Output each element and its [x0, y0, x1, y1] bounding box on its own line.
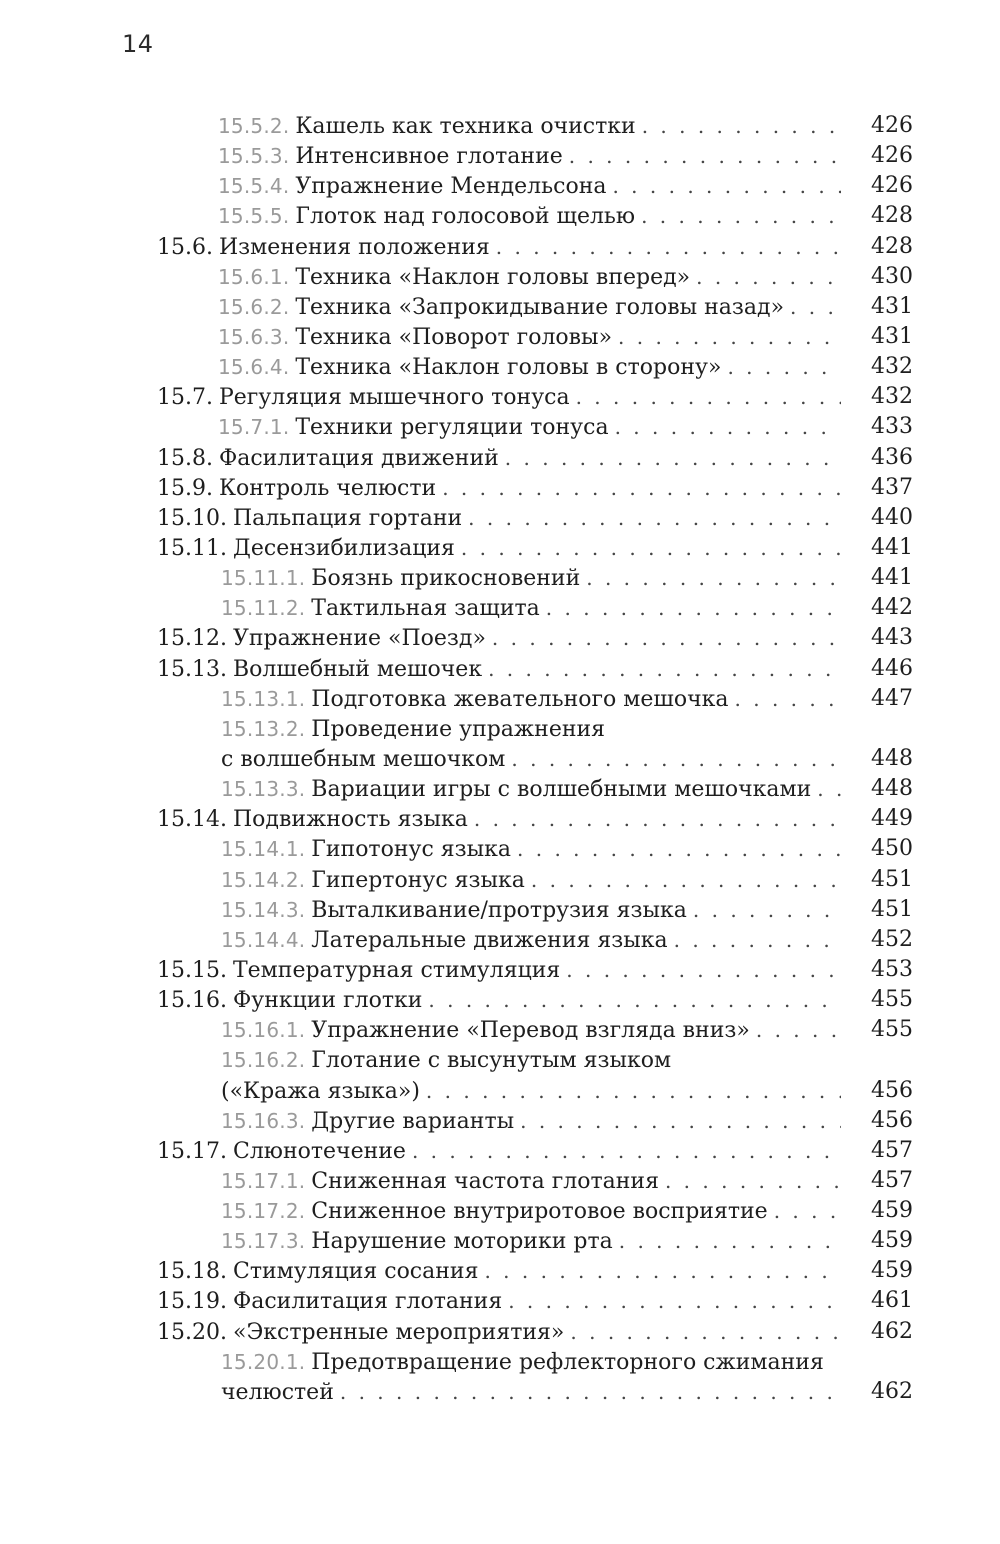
toc-entry	[0, 1136, 1000, 1166]
toc-entry-number: 15.20.1.	[221, 1349, 306, 1374]
toc-entry-content	[221, 684, 855, 715]
dot-leader	[642, 111, 841, 141]
toc-entry-content	[157, 503, 855, 534]
toc-entry	[0, 1317, 1000, 1347]
toc-entry-number: 15.6.1.	[218, 264, 290, 289]
toc-entry-title: Упражнение Мендельсона	[295, 174, 607, 200]
toc-entry-content	[218, 111, 855, 142]
toc-entry-title: Слюнотечение	[232, 1138, 406, 1164]
toc-entry	[0, 1196, 1000, 1226]
toc-entry-number: 15.20.	[157, 1319, 227, 1345]
toc-entry	[0, 171, 1000, 201]
toc-entry-page: 436	[871, 444, 913, 470]
toc-entry-number: 15.6.	[157, 234, 213, 260]
toc-entry-content	[218, 352, 855, 383]
toc-entry-number: 15.14.2.	[221, 867, 306, 892]
toc-entry-content	[221, 834, 855, 865]
toc-entry-title: Сниженная частота глотания	[311, 1168, 659, 1194]
dot-leader	[735, 684, 841, 714]
toc-entry-content	[221, 925, 855, 956]
dot-leader	[517, 834, 841, 864]
toc-entry-title-continuation: с волшебным мешочком	[221, 746, 506, 772]
dot-leader	[496, 232, 841, 262]
toc-entry-page: 452	[871, 926, 913, 952]
dot-leader	[442, 473, 841, 503]
toc-entry-content	[157, 985, 855, 1016]
toc-entry-title: Кашель как техника очистки	[295, 114, 636, 139]
toc-entry-content	[157, 473, 855, 504]
toc-entry-continuation-line	[0, 1076, 1000, 1106]
toc-entry-number: 15.19.	[157, 1289, 227, 1315]
toc-entry-page: 448	[871, 776, 913, 802]
toc-entry	[0, 865, 1000, 895]
dot-leader	[492, 623, 841, 653]
toc-entry-number: 15.6.4.	[218, 355, 290, 380]
toc-entry-number: 15.11.2.	[221, 596, 306, 621]
toc-entry	[0, 895, 1000, 925]
toc-entry-page: 456	[871, 1077, 913, 1103]
toc-entry-title: Техника «Поворот головы»	[295, 324, 613, 350]
toc-entry-page: 449	[871, 806, 913, 832]
toc-entry-title: Другие варианты	[311, 1108, 515, 1134]
toc-entry-page: 441	[871, 565, 913, 591]
toc-entry-number: 15.10.	[157, 505, 227, 531]
toc-entry-number: 15.12.	[157, 626, 227, 652]
toc-entry-page: 447	[871, 685, 913, 711]
dot-leader	[474, 804, 841, 834]
toc-entry-number: 15.16.3.	[221, 1108, 306, 1133]
toc-entry-number: 15.5.2.	[218, 114, 290, 138]
toc-entry-number: 15.14.4.	[221, 927, 306, 952]
toc-entry-number: 15.17.2.	[221, 1199, 306, 1224]
toc-entry-number: 15.16.2.	[221, 1048, 306, 1073]
toc-entry-title: Температурная стимуляция	[232, 957, 561, 983]
toc-entry-page: 455	[871, 987, 913, 1013]
dot-leader	[576, 382, 841, 412]
dot-leader	[790, 292, 841, 322]
toc-entry	[0, 1226, 1000, 1256]
dot-leader	[570, 1317, 841, 1347]
toc-entry	[0, 262, 1000, 292]
toc-entry-number: 15.9.	[157, 475, 213, 501]
dot-leader	[520, 1106, 841, 1136]
toc-entry-content	[221, 563, 855, 594]
toc-entry	[0, 533, 1000, 563]
toc-entry-page: 453	[871, 956, 913, 982]
toc-entry	[0, 623, 1000, 653]
toc-entry-title: Гипертонус языка	[311, 867, 525, 893]
toc-entry-content	[157, 382, 855, 413]
toc-entry-page: 426	[871, 173, 913, 199]
toc-entry-title: Фасилитация движений	[218, 445, 499, 471]
toc-entry-title: Сниженное внутриротовое восприятие	[311, 1199, 768, 1225]
toc-entry-continuation-line	[0, 1377, 1000, 1407]
toc-entry-page: 426	[871, 113, 913, 138]
toc-entry-page: 461	[871, 1288, 913, 1314]
dot-leader	[696, 262, 841, 292]
toc-entry	[0, 563, 1000, 593]
toc-entry-number: 15.14.	[157, 807, 227, 833]
toc-entry	[0, 292, 1000, 322]
toc-entry-title: Латеральные движения языка	[311, 927, 668, 953]
dot-leader	[468, 503, 841, 533]
toc-entry-page: 451	[871, 896, 913, 922]
toc-entry-title: Упражнение «Поезд»	[232, 626, 486, 652]
toc-entry	[0, 1347, 1000, 1377]
dot-leader	[569, 141, 841, 171]
toc-entry	[0, 201, 1000, 231]
toc-entry-title: Функции глотки	[232, 988, 423, 1014]
toc-entry-content	[221, 714, 855, 745]
toc-entry-title: Упражнение «Перевод взгляда вниз»	[311, 1018, 750, 1044]
toc-entry-page: 457	[871, 1137, 913, 1163]
toc-entry-number: 15.14.3.	[221, 897, 306, 922]
toc-entry-title: Пальпация гортани	[232, 505, 463, 531]
toc-entry	[0, 804, 1000, 834]
toc-entry-page: 448	[871, 745, 913, 771]
toc-entry-content	[221, 593, 855, 624]
toc-entry-content	[221, 1076, 855, 1107]
dot-leader	[817, 774, 841, 804]
toc-entry-page: 426	[871, 143, 913, 169]
toc-entry-number: 15.13.	[157, 656, 227, 682]
toc-entry-title: Проведение упражнения	[311, 716, 606, 742]
toc-entry-number: 15.11.1.	[221, 566, 306, 591]
dot-leader	[412, 1136, 841, 1166]
toc-entry-title: «Экстренные мероприятия»	[232, 1319, 565, 1345]
toc-entry-page: 456	[871, 1107, 913, 1133]
toc-entry-title: Техника «Наклон головы вперед»	[295, 264, 691, 290]
toc-entry	[0, 925, 1000, 955]
toc-entry-title: Предотвращение рефлекторного сжимания	[311, 1349, 824, 1375]
toc-entry-content	[157, 654, 855, 685]
toc-entry-page: 455	[871, 1017, 913, 1043]
dot-leader	[619, 1226, 841, 1256]
toc-entry	[0, 503, 1000, 533]
toc-entry-page: 441	[871, 534, 913, 560]
toc-entry-content	[221, 1015, 855, 1046]
toc-entry	[0, 1015, 1000, 1045]
toc-entry-title: Техника «Запрокидывание головы назад»	[295, 294, 785, 320]
dot-leader	[665, 1166, 841, 1196]
toc-entry	[0, 473, 1000, 503]
toc-entry-content	[218, 322, 855, 353]
toc-entry-title: Глотание с высунутым языком	[311, 1048, 672, 1074]
toc-entry-number: 15.17.1.	[221, 1168, 306, 1193]
toc-entry-title: Техника «Наклон головы в сторону»	[295, 355, 722, 381]
toc-entry-title: Вариации игры с волшебными мешочками	[311, 777, 812, 803]
toc-entry-page: 459	[871, 1228, 913, 1254]
toc-entry-title: Выталкивание/протрузия языка	[311, 897, 687, 923]
dot-leader	[531, 865, 841, 895]
toc-entry-number: 15.17.3.	[221, 1229, 306, 1254]
toc-entry-title: Десензибилизация	[232, 535, 455, 561]
toc-entry	[0, 322, 1000, 352]
toc-entry-content	[221, 865, 855, 896]
toc-entry	[0, 955, 1000, 985]
dot-leader	[505, 443, 841, 473]
toc-entry-content	[221, 1196, 855, 1227]
toc-entry-page: 442	[871, 595, 913, 621]
toc-entry	[0, 985, 1000, 1015]
toc-entry-number: 15.5.5.	[218, 204, 290, 229]
table-of-contents	[0, 111, 1000, 1407]
toc-entry-number: 15.6.3.	[218, 324, 290, 349]
toc-entry-title-continuation: («Кража языка»)	[221, 1078, 420, 1104]
toc-entry	[0, 1045, 1000, 1075]
toc-entry-number: 15.14.1.	[221, 837, 306, 862]
dot-leader	[508, 1286, 841, 1316]
toc-entry-content	[157, 1136, 855, 1167]
toc-entry	[0, 654, 1000, 684]
toc-entry-content	[221, 1226, 855, 1257]
toc-entry-title: Фасилитация глотания	[232, 1289, 503, 1315]
toc-entry-number: 15.15.	[157, 957, 227, 983]
toc-entry-title: Контроль челюсти	[218, 475, 437, 501]
toc-entry	[0, 1166, 1000, 1196]
toc-entry	[0, 684, 1000, 714]
toc-entry-title: Боязнь прикосновений	[311, 566, 581, 592]
toc-entry	[0, 382, 1000, 412]
toc-entry-content	[218, 412, 855, 443]
toc-entry-title: Тактильная защита	[311, 596, 540, 622]
toc-entry-page: 428	[871, 233, 913, 259]
toc-entry-number: 15.16.	[157, 988, 227, 1014]
toc-entry-content	[221, 1377, 855, 1408]
toc-entry-page: 443	[871, 625, 913, 651]
toc-entry-title: Стимуляция сосания	[232, 1259, 479, 1285]
dot-leader	[641, 201, 841, 231]
dot-leader	[727, 352, 841, 382]
toc-entry-title-continuation: челюстей	[221, 1379, 334, 1405]
toc-entry-page: 440	[871, 504, 913, 530]
toc-entry-content	[157, 804, 855, 835]
toc-entry-page: 459	[871, 1258, 913, 1284]
toc-entry-content	[221, 1045, 855, 1076]
toc-entry-number: 15.6.2.	[218, 294, 290, 319]
toc-entry-page: 459	[871, 1198, 913, 1224]
toc-entry-content	[218, 292, 855, 323]
toc-entry-title: Изменения положения	[218, 234, 490, 260]
dot-leader	[428, 985, 841, 1015]
toc-entry-page: 451	[871, 866, 913, 892]
toc-entry-number: 15.17.	[157, 1138, 227, 1164]
toc-entry-content	[218, 171, 855, 202]
dot-leader	[774, 1196, 841, 1226]
toc-entry-content	[221, 1106, 855, 1137]
toc-entry-number: 15.13.3.	[221, 777, 306, 802]
toc-entry-number: 15.5.4.	[218, 174, 290, 199]
toc-entry-continuation-line	[0, 744, 1000, 774]
toc-entry-content	[218, 201, 855, 232]
toc-entry-page: 431	[871, 293, 913, 319]
toc-entry-content	[221, 774, 855, 805]
toc-entry-page: 431	[871, 323, 913, 349]
toc-entry-title: Глоток над голосовой щелью	[295, 204, 636, 230]
dot-leader	[488, 654, 841, 684]
dot-leader	[511, 744, 841, 774]
toc-entry-title: Волшебный мешочек	[232, 656, 483, 682]
toc-entry-content	[157, 232, 855, 263]
toc-entry	[0, 232, 1000, 262]
dot-leader	[693, 895, 841, 925]
dot-leader	[461, 533, 841, 563]
toc-entry	[0, 774, 1000, 804]
toc-entry	[0, 443, 1000, 473]
toc-entry-title: Гипотонус языка	[311, 837, 512, 863]
dot-leader	[426, 1076, 841, 1106]
dot-leader	[586, 563, 841, 593]
toc-entry-title: Подвижность языка	[232, 807, 468, 833]
toc-entry-number: 15.13.2.	[221, 716, 306, 741]
dot-leader	[340, 1377, 841, 1407]
toc-entry-content	[157, 1286, 855, 1317]
toc-entry-number: 15.16.1.	[221, 1018, 306, 1043]
toc-entry-page: 428	[871, 203, 913, 229]
toc-entry-title: Интенсивное глотание	[295, 144, 563, 170]
toc-entry-number: 15.5.3.	[218, 144, 290, 169]
toc-entry-title: Нарушение моторики рта	[311, 1229, 613, 1255]
toc-entry	[0, 412, 1000, 442]
toc-entry-number: 15.7.1.	[218, 415, 290, 440]
toc-entry-content	[157, 1317, 855, 1348]
toc-entry	[0, 1286, 1000, 1316]
page-number: 14	[122, 30, 154, 58]
toc-entry-page: 462	[871, 1378, 913, 1404]
toc-entry	[0, 714, 1000, 744]
dot-leader	[618, 322, 841, 352]
toc-entry-page: 432	[871, 354, 913, 380]
toc-entry-content	[221, 1347, 855, 1378]
dot-leader	[756, 1015, 841, 1045]
dot-leader	[546, 593, 841, 623]
toc-entry-number: 15.8.	[157, 445, 213, 471]
toc-entry-number: 15.13.1.	[221, 686, 306, 711]
toc-entry-number: 15.7.	[157, 385, 213, 411]
toc-entry-content	[157, 955, 855, 986]
toc-entry-number: 15.18.	[157, 1259, 227, 1285]
toc-entry	[0, 111, 1000, 141]
toc-entry-content	[221, 895, 855, 926]
toc-entry-content	[157, 443, 855, 474]
toc-entry-title: Регуляция мышечного тонуса	[218, 385, 570, 411]
toc-entry	[0, 593, 1000, 623]
toc-entry-page: 450	[871, 836, 913, 862]
toc-entry	[0, 141, 1000, 171]
toc-entry-page: 430	[871, 263, 913, 289]
toc-entry-content	[218, 262, 855, 293]
toc-entry-content	[157, 1256, 855, 1287]
dot-leader	[484, 1256, 841, 1286]
toc-entry-page: 462	[871, 1318, 913, 1344]
toc-entry-page: 457	[871, 1167, 913, 1193]
toc-entry-number: 15.11.	[157, 535, 227, 561]
toc-entry-content	[221, 1166, 855, 1197]
dot-leader	[674, 925, 841, 955]
dot-leader	[566, 955, 841, 985]
toc-entry	[0, 1256, 1000, 1286]
toc-entry-page: 446	[871, 655, 913, 681]
toc-entry-page: 432	[871, 384, 913, 410]
toc-entry	[0, 1106, 1000, 1136]
toc-entry-title: Подготовка жевательного мешочка	[311, 686, 729, 712]
dot-leader	[612, 171, 841, 201]
toc-entry-page: 437	[871, 474, 913, 500]
toc-entry-content	[157, 623, 855, 654]
toc-entry	[0, 352, 1000, 382]
toc-entry	[0, 834, 1000, 864]
toc-entry-content	[221, 744, 855, 775]
toc-entry-page: 433	[871, 414, 913, 440]
toc-entry-content	[157, 533, 855, 564]
toc-entry-title: Техники регуляции тонуса	[295, 415, 609, 441]
dot-leader	[615, 412, 841, 442]
toc-entry-content	[218, 141, 855, 172]
